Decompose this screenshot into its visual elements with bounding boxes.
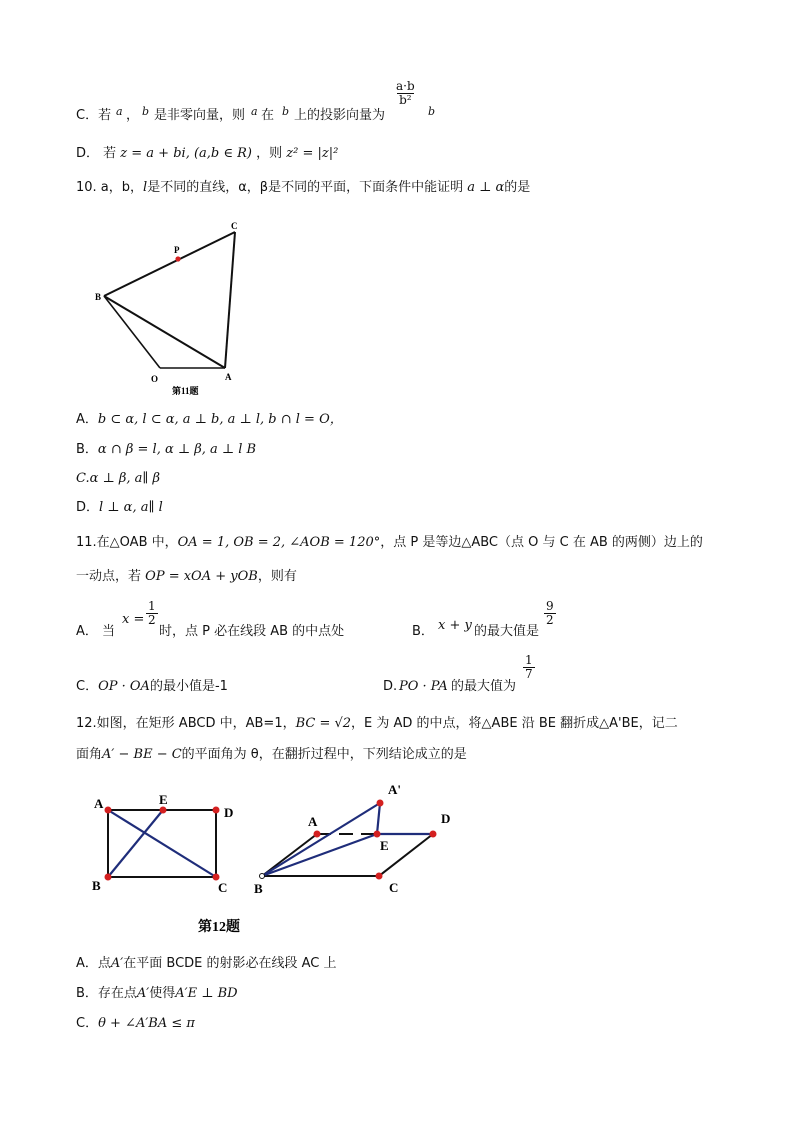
- q10-opt-a-math: b ⊂ α, l ⊂ α, a ⊥ b, a ⊥ l, b ∩ l = O，: [97, 412, 343, 427]
- fig12r-edge-a1e: [377, 803, 380, 834]
- q11-opt-b-fraction: [544, 600, 556, 627]
- fig11-edge-bc: [104, 232, 235, 296]
- fig11-point-p: [175, 256, 180, 261]
- q11-opt-b-den: 2: [546, 613, 554, 627]
- q9-c-text: 是非零向量，则: [154, 108, 246, 123]
- q9-c-vector-b: b: [142, 105, 150, 118]
- q10-stem-math: a ⊥ α: [467, 180, 505, 195]
- q12-opt-c-math: θ + ∠A′BA ≤ π: [98, 1016, 195, 1031]
- q10-opt-b-math: α ∩ β = l, α ⊥ β, a ⊥ l B: [97, 442, 257, 457]
- fig12-point-b: [105, 874, 112, 881]
- q12-stem-math: BC = √2: [295, 716, 352, 731]
- q10-stem-start: 10. a，b，: [76, 180, 144, 195]
- q11-stem-math: OA = 1, OB = 2, ∠AOB = 120°: [177, 535, 381, 550]
- q9-c-sep: ，: [126, 108, 140, 123]
- q11-line2-start: 一动点，若: [76, 569, 142, 584]
- q9-d-prefix: D． 若: [76, 146, 117, 161]
- fig12r-point-a1: [377, 800, 384, 807]
- fig12-point-a: [105, 807, 112, 814]
- q9-d-math2: z² = |z|²: [286, 146, 339, 161]
- fig12-diagonal-ac: [108, 810, 216, 877]
- fig12-point-d: [213, 807, 220, 814]
- q9-c-frac-num: a·b: [396, 79, 415, 93]
- q12-stem-text: ，E 为 AD 的中点，将△ABE 沿 BE 翻折成△A'BE，记二: [351, 716, 678, 731]
- q9-option-d: [76, 146, 338, 162]
- q11-opt-d-label: D.: [383, 679, 398, 694]
- q12-option-c: [76, 1016, 195, 1032]
- fig12r-point-a: [314, 831, 321, 838]
- fig12-label-b: B: [92, 878, 101, 893]
- fig12-caption: 第12题: [198, 920, 240, 935]
- q11-opt-b-math: x + y: [438, 618, 472, 633]
- fig12r-label-c: C: [389, 880, 399, 895]
- q12-option-a: [76, 956, 337, 972]
- q11-opt-a-math: x =: [122, 612, 145, 627]
- q12-opt-b-math: A′: [136, 986, 150, 1001]
- q12-stem-start: 12.如图，在矩形 ABCD 中，AB=1，: [76, 716, 296, 731]
- q9-c-vector-b2: b: [282, 105, 290, 118]
- q12-opt-b-math2: A′E ⊥ BD: [175, 986, 238, 1001]
- q10-option-d: [76, 500, 163, 516]
- q10-opt-a-label: A．: [76, 412, 98, 427]
- q12-opt-b-text: 使得: [149, 986, 176, 1001]
- fig12r-point-e: [374, 831, 381, 838]
- q9-c-vector-b3: b: [428, 105, 436, 118]
- q11-stem-line2: [76, 569, 297, 585]
- q9-c-prefix: C．若: [76, 108, 112, 123]
- q10-stem: [76, 180, 530, 196]
- q11-opt-a-text: 时，点 P 必在线段 AB 的中点处: [159, 624, 345, 639]
- q11-opt-d-den: 7: [525, 667, 533, 681]
- fig12r-point-d: [430, 831, 437, 838]
- q11-stem: [76, 535, 703, 551]
- q9-d-text: ，则: [256, 146, 283, 161]
- q9-c-vector-a: a: [116, 105, 123, 118]
- q10-stem-end: 的是: [504, 180, 531, 195]
- fig11-edge-ba: [104, 296, 225, 368]
- figure-12: [88, 780, 478, 940]
- q12-opt-a-prefix: A．点: [76, 956, 111, 971]
- q11-stem-start: 11.在△OAB 中，: [76, 535, 178, 550]
- q11-opt-b-num: 9: [546, 599, 554, 613]
- q12-stem-line2: [76, 747, 467, 763]
- q12-opt-b-prefix: B．存在点: [76, 986, 137, 1001]
- q10-stem-l: l: [143, 180, 148, 195]
- q11-opt-a-fraction: [146, 600, 158, 627]
- q11-opt-a-num: 1: [148, 599, 156, 613]
- fig12-label-e: E: [159, 792, 168, 807]
- fig12r-point-b: [260, 874, 265, 879]
- q11-line2-end: ，则有: [257, 569, 297, 584]
- fig12r-point-c: [376, 873, 383, 880]
- fig11-edge-ca: [225, 232, 235, 368]
- q9-c-vector-a2: a: [251, 105, 258, 118]
- q12-line2-text: 的平面角为 θ，在翻折过程中，下列结论成立的是: [181, 747, 467, 762]
- q11-line2-math: OP = xOA + yOB: [145, 569, 258, 584]
- figure-11: [90, 218, 260, 398]
- fig12-label-a: A: [94, 796, 104, 811]
- q12-opt-c-prefix: C．: [76, 1016, 99, 1031]
- q9-c-text3: 上的投影向量为: [294, 108, 386, 123]
- q10-opt-d-label: D．: [76, 500, 100, 515]
- q11-opt-c-math: OP · OA: [98, 679, 150, 694]
- q12-opt-a-text: 在平面 BCDE 的射影必在线段 AC 上: [123, 956, 337, 971]
- fig11-label-p: P: [174, 245, 180, 255]
- q9-c-text2: 在: [261, 108, 275, 123]
- q9-d-math: z = a + bi, (a,b ∈ R): [120, 146, 252, 161]
- fig11-label-c: C: [231, 221, 238, 231]
- q11-opt-a-label: A． 当: [76, 624, 116, 639]
- q10-stem-text: 是不同的直线，α，β是不同的平面，下面条件中能证明: [147, 180, 464, 195]
- q10-option-a: [76, 412, 343, 428]
- q10-opt-d-math: l ⊥ α, a∥ l: [99, 500, 163, 515]
- q12-line2-math: A′ − BE − C: [102, 747, 182, 762]
- q11-opt-c-label: C．: [76, 679, 99, 694]
- q11-opt-d-text: 的最大值为: [451, 679, 517, 694]
- fig12-label-c: C: [218, 880, 228, 895]
- q11-opt-b-text: 的最大值是: [474, 624, 540, 639]
- fig12-point-e: [160, 807, 167, 814]
- q11-option-c: [76, 679, 228, 695]
- q11-opt-d-fraction: [523, 654, 535, 681]
- q10-opt-b-label: B．: [76, 442, 98, 457]
- q11-opt-c-text: 的最小值是-1: [149, 679, 228, 694]
- fig11-caption: 第11题: [172, 386, 199, 396]
- fig12r-label-a: A: [308, 814, 318, 829]
- q11-opt-b-label: B．: [412, 624, 434, 639]
- q12-stem: [76, 716, 678, 732]
- q9-c-frac-den: b²: [399, 93, 412, 107]
- fig11-edge-bo: [104, 296, 160, 368]
- fig12r-label-b: B: [254, 881, 263, 896]
- fig11-label-o: O: [151, 374, 159, 384]
- fig12r-label-e: E: [380, 838, 389, 853]
- q11-opt-d-num: 1: [525, 653, 533, 667]
- q11-opt-a-den: 2: [148, 613, 156, 627]
- q12-opt-a-math: A′: [110, 956, 124, 971]
- q10-option-c: [76, 471, 160, 487]
- q12-line2-start: 面角: [76, 747, 103, 762]
- q11-stem-text: ，点 P 是等边△ABC（点 O 与 C 在 AB 的两侧）边上的: [380, 535, 703, 550]
- fig12-segment-be: [108, 810, 163, 877]
- q11-opt-d-math: PO · PA: [399, 679, 448, 694]
- q10-option-b: [76, 442, 256, 458]
- fig11-label-b: B: [95, 292, 102, 302]
- q12-option-b: [76, 986, 238, 1002]
- q9-c-projection-fraction: [394, 80, 417, 107]
- fig12-label-d: D: [224, 805, 234, 820]
- fig12r-label-a1: A': [388, 782, 401, 797]
- fig11-label-a: A: [225, 372, 232, 382]
- fig12r-label-d: D: [441, 811, 451, 826]
- q10-opt-c-math: C.α ⊥ β, a∥ β: [76, 471, 161, 486]
